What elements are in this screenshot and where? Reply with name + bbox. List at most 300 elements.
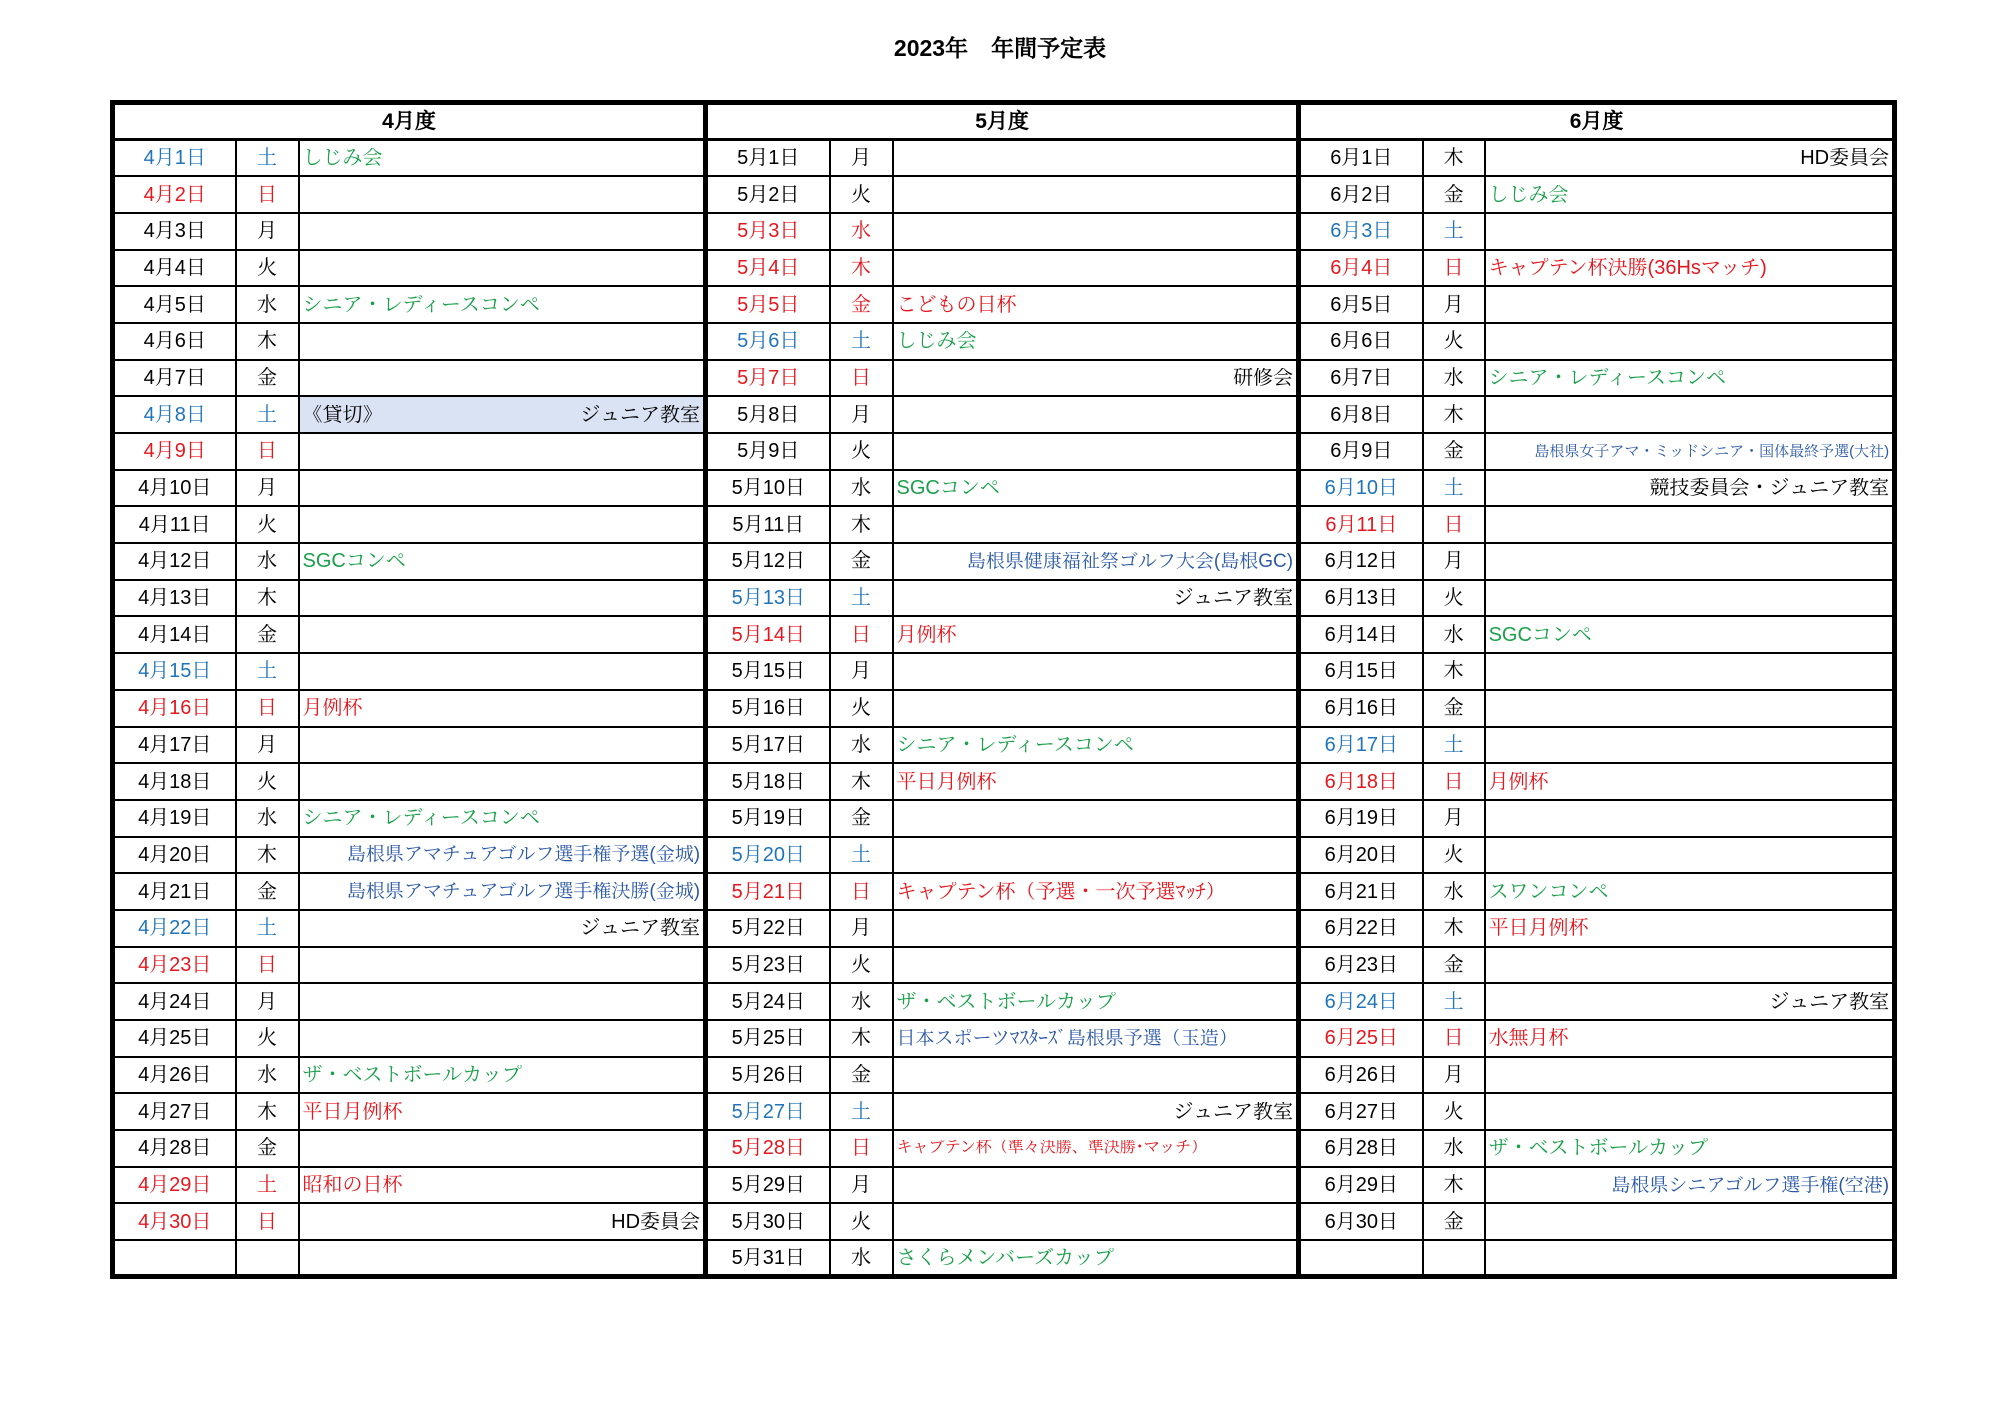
weekday-cell: 火 bbox=[1423, 580, 1485, 617]
schedule-row bbox=[113, 506, 1895, 543]
event-cell bbox=[893, 176, 1299, 213]
date-cell: 4月13日 bbox=[113, 580, 236, 617]
weekday-cell: 金 bbox=[236, 873, 299, 910]
weekday-cell: 火 bbox=[236, 250, 299, 287]
schedule-row bbox=[113, 1057, 1895, 1094]
schedule-row bbox=[113, 470, 1895, 507]
date-cell: 6月28日 bbox=[1299, 1130, 1423, 1167]
event-cell bbox=[893, 1203, 1299, 1240]
event-cell bbox=[299, 176, 706, 213]
event-cell bbox=[299, 213, 706, 250]
schedule-row bbox=[113, 873, 1895, 910]
date-cell bbox=[1299, 1240, 1423, 1277]
schedule-row bbox=[113, 396, 1895, 433]
event bbox=[303, 405, 701, 425]
event-cell bbox=[1485, 176, 1895, 213]
weekday-cell: 木 bbox=[1423, 396, 1485, 433]
event-title: 昭和の日杯 bbox=[302, 1175, 403, 1196]
date-cell: 5月20日 bbox=[706, 837, 830, 874]
schedule-row bbox=[113, 1203, 1895, 1240]
event bbox=[1489, 258, 1890, 278]
weekday-cell: 月 bbox=[236, 727, 299, 764]
event bbox=[1489, 882, 1890, 902]
weekday-cell: 火 bbox=[830, 433, 893, 470]
event-cell bbox=[299, 433, 706, 470]
schedule-row bbox=[113, 433, 1895, 470]
event-cell bbox=[893, 1130, 1299, 1167]
date-cell: 4月28日 bbox=[113, 1130, 236, 1167]
weekday-cell: 火 bbox=[830, 176, 893, 213]
weekday-cell: 日 bbox=[830, 873, 893, 910]
date-cell: 4月8日 bbox=[113, 396, 236, 433]
weekday-cell: 水 bbox=[1423, 360, 1485, 397]
date-cell: 4月11日 bbox=[113, 506, 236, 543]
event-cell bbox=[1485, 837, 1895, 874]
schedule-row bbox=[113, 213, 1895, 250]
weekday-cell: 木 bbox=[830, 1020, 893, 1057]
event-title: ザ・ベストボールカップ bbox=[896, 991, 1116, 1012]
date-cell: 5月2日 bbox=[706, 176, 830, 213]
weekday-cell: 金 bbox=[236, 360, 299, 397]
event bbox=[897, 1140, 1294, 1156]
date-cell: 6月7日 bbox=[1299, 360, 1423, 397]
weekday-cell: 月 bbox=[236, 470, 299, 507]
event-cell bbox=[893, 286, 1299, 323]
date-cell: 6月11日 bbox=[1299, 506, 1423, 543]
event-cell bbox=[1485, 286, 1895, 323]
weekday-cell: 火 bbox=[236, 763, 299, 800]
date-cell: 4月16日 bbox=[113, 690, 236, 727]
weekday-cell: 月 bbox=[1423, 543, 1485, 580]
event bbox=[1489, 478, 1890, 498]
event-cell bbox=[1485, 1130, 1895, 1167]
event-cell bbox=[893, 873, 1299, 910]
date-cell: 5月25日 bbox=[706, 1020, 830, 1057]
event bbox=[897, 1248, 1294, 1268]
event-cell bbox=[299, 653, 706, 690]
event-cell bbox=[893, 213, 1299, 250]
event-title: しじみ会 bbox=[302, 148, 383, 169]
date-cell: 4月26日 bbox=[113, 1057, 236, 1094]
schedule-row bbox=[113, 323, 1895, 360]
event-cell bbox=[1485, 543, 1895, 580]
event-title: HD委員会 bbox=[611, 1211, 701, 1232]
event bbox=[1489, 185, 1890, 205]
date-cell: 4月29日 bbox=[113, 1167, 236, 1204]
event-cell bbox=[893, 543, 1299, 580]
date-cell: 4月12日 bbox=[113, 543, 236, 580]
schedule-row bbox=[113, 983, 1895, 1020]
event bbox=[1489, 918, 1890, 938]
schedule-row bbox=[113, 1167, 1895, 1204]
weekday-cell: 木 bbox=[1423, 910, 1485, 947]
event-cell bbox=[1485, 1020, 1895, 1057]
event-title: さくらメンバーズカップ bbox=[896, 1247, 1114, 1268]
event-cell bbox=[1485, 213, 1895, 250]
schedule-row bbox=[113, 250, 1895, 287]
date-cell: 5月12日 bbox=[706, 543, 830, 580]
event-cell bbox=[893, 323, 1299, 360]
weekday-cell: 土 bbox=[1423, 213, 1485, 250]
event-cell bbox=[893, 1093, 1299, 1130]
event bbox=[897, 331, 1294, 351]
event-cell bbox=[1485, 616, 1895, 653]
event bbox=[303, 918, 701, 938]
schedule-row bbox=[113, 763, 1895, 800]
weekday-cell: 日 bbox=[830, 1130, 893, 1167]
date-cell: 5月31日 bbox=[706, 1240, 830, 1277]
event-cell bbox=[299, 1057, 706, 1094]
date-cell: 5月6日 bbox=[706, 323, 830, 360]
weekday-cell: 月 bbox=[236, 213, 299, 250]
schedule-row bbox=[113, 947, 1895, 984]
date-cell: 5月21日 bbox=[706, 873, 830, 910]
event bbox=[1489, 444, 1890, 459]
event-cell bbox=[1485, 140, 1895, 177]
date-cell: 5月5日 bbox=[706, 286, 830, 323]
event-cell bbox=[893, 837, 1299, 874]
event-cell bbox=[893, 763, 1299, 800]
event-cell bbox=[1485, 360, 1895, 397]
date-cell: 6月21日 bbox=[1299, 873, 1423, 910]
event-title: 島根県女子アマ・ミッドシニア・国体最終予選(大社) bbox=[1534, 443, 1890, 459]
page-title: 2023年 年間予定表 bbox=[893, 35, 1107, 61]
weekday-cell: 木 bbox=[830, 763, 893, 800]
weekday-cell: 水 bbox=[1423, 873, 1485, 910]
event bbox=[1489, 1176, 1890, 1195]
event-cell bbox=[1485, 323, 1895, 360]
event-cell bbox=[893, 727, 1299, 764]
date-cell: 5月14日 bbox=[706, 616, 830, 653]
date-cell: 4月19日 bbox=[113, 800, 236, 837]
weekday-cell bbox=[1423, 1240, 1485, 1277]
event-title: こどもの日杯 bbox=[896, 294, 1017, 315]
event-title: シニア・レディースコンペ bbox=[896, 734, 1134, 755]
event-cell bbox=[299, 1240, 706, 1277]
weekday-cell: 金 bbox=[1423, 176, 1485, 213]
weekday-cell: 水 bbox=[236, 1057, 299, 1094]
weekday-cell: 金 bbox=[830, 286, 893, 323]
event bbox=[897, 772, 1294, 792]
event-cell bbox=[1485, 396, 1895, 433]
event-cell bbox=[299, 396, 706, 433]
weekday-cell: 日 bbox=[830, 360, 893, 397]
event bbox=[897, 552, 1294, 571]
weekday-cell: 金 bbox=[1423, 1203, 1485, 1240]
date-cell: 5月4日 bbox=[706, 250, 830, 287]
event bbox=[303, 1065, 701, 1085]
weekday-cell: 日 bbox=[236, 1203, 299, 1240]
date-cell: 4月24日 bbox=[113, 983, 236, 1020]
date-cell: 4月20日 bbox=[113, 837, 236, 874]
event-cell bbox=[1485, 800, 1895, 837]
event-title: シニア・レディースコンペ bbox=[1488, 367, 1726, 388]
weekday-cell: 月 bbox=[236, 983, 299, 1020]
month-header-row bbox=[113, 103, 1895, 140]
weekday-cell: 水 bbox=[236, 800, 299, 837]
weekday-cell: 日 bbox=[236, 690, 299, 727]
date-cell: 5月27日 bbox=[706, 1093, 830, 1130]
event bbox=[303, 698, 701, 718]
date-cell: 6月29日 bbox=[1299, 1167, 1423, 1204]
event-title: 月例杯 bbox=[1488, 771, 1549, 792]
date-cell: 6月25日 bbox=[1299, 1020, 1423, 1057]
event-cell bbox=[299, 800, 706, 837]
event-cell bbox=[1485, 727, 1895, 764]
event-cell bbox=[1485, 433, 1895, 470]
schedule-row bbox=[113, 616, 1895, 653]
event-cell bbox=[1485, 1203, 1895, 1240]
date-cell: 6月22日 bbox=[1299, 910, 1423, 947]
event-title: ザ・ベストボールカップ bbox=[302, 1065, 522, 1086]
event-cell bbox=[893, 506, 1299, 543]
weekday-cell: 金 bbox=[830, 800, 893, 837]
schedule-row bbox=[113, 1093, 1895, 1130]
weekday-cell: 火 bbox=[1423, 323, 1485, 360]
event-cell bbox=[299, 323, 706, 360]
event bbox=[897, 1102, 1294, 1122]
date-cell: 6月1日 bbox=[1299, 140, 1423, 177]
weekday-cell: 火 bbox=[1423, 837, 1485, 874]
schedule-row bbox=[113, 1020, 1895, 1057]
event-cell bbox=[299, 1130, 706, 1167]
date-cell: 4月27日 bbox=[113, 1093, 236, 1130]
date-cell: 4月14日 bbox=[113, 616, 236, 653]
date-cell: 6月6日 bbox=[1299, 323, 1423, 360]
weekday-cell: 木 bbox=[236, 580, 299, 617]
event bbox=[1489, 625, 1890, 645]
weekday-cell: 土 bbox=[1423, 983, 1485, 1020]
weekday-cell: 水 bbox=[236, 286, 299, 323]
event-title: SGCコンペ bbox=[896, 478, 1000, 499]
schedule-table bbox=[110, 100, 1897, 1279]
date-cell: 6月4日 bbox=[1299, 250, 1423, 287]
event-cell bbox=[893, 1167, 1299, 1204]
weekday-cell: 土 bbox=[236, 396, 299, 433]
event-cell bbox=[1485, 690, 1895, 727]
weekday-cell: 月 bbox=[830, 140, 893, 177]
date-cell: 5月16日 bbox=[706, 690, 830, 727]
event bbox=[897, 735, 1294, 755]
month-header-june: 6月度 bbox=[1299, 103, 1895, 140]
date-cell: 5月19日 bbox=[706, 800, 830, 837]
schedule-row bbox=[113, 727, 1895, 764]
event-title: キャプテン杯（予選・一次予選ﾏｯﾁ） bbox=[896, 881, 1226, 902]
date-cell: 5月30日 bbox=[706, 1203, 830, 1240]
weekday-cell: 土 bbox=[236, 1167, 299, 1204]
weekday-cell: 土 bbox=[1423, 727, 1485, 764]
weekday-cell: 木 bbox=[236, 837, 299, 874]
date-cell: 6月17日 bbox=[1299, 727, 1423, 764]
event-cell bbox=[299, 506, 706, 543]
event-cell bbox=[299, 543, 706, 580]
event-cell bbox=[893, 947, 1299, 984]
weekday-cell: 水 bbox=[1423, 1130, 1485, 1167]
event-title: ジュニア教室 bbox=[1769, 991, 1890, 1012]
weekday-cell: 金 bbox=[830, 1057, 893, 1094]
date-cell: 6月23日 bbox=[1299, 947, 1423, 984]
event bbox=[303, 1102, 701, 1122]
event-title: スワンコンペ bbox=[1488, 881, 1609, 902]
date-cell: 6月20日 bbox=[1299, 837, 1423, 874]
event-title: キャプテン杯決勝(36Hsマッチ) bbox=[1488, 257, 1767, 278]
event-title: 月例杯 bbox=[302, 698, 363, 719]
event-cell bbox=[299, 1020, 706, 1057]
event-cell bbox=[893, 250, 1299, 287]
month-header-may: 5月度 bbox=[706, 103, 1299, 140]
weekday-cell: 日 bbox=[1423, 763, 1485, 800]
weekday-cell: 月 bbox=[1423, 800, 1485, 837]
weekday-cell: 水 bbox=[830, 727, 893, 764]
event bbox=[897, 882, 1294, 902]
date-cell: 5月10日 bbox=[706, 470, 830, 507]
weekday-cell: 月 bbox=[830, 396, 893, 433]
weekday-cell: 月 bbox=[830, 1167, 893, 1204]
event-cell bbox=[1485, 250, 1895, 287]
date-cell: 6月9日 bbox=[1299, 433, 1423, 470]
weekday-cell: 日 bbox=[236, 176, 299, 213]
date-cell: 6月10日 bbox=[1299, 470, 1423, 507]
event bbox=[897, 625, 1294, 645]
date-cell: 5月23日 bbox=[706, 947, 830, 984]
schedule-row bbox=[113, 800, 1895, 837]
event-cell bbox=[893, 1057, 1299, 1094]
event-title: しじみ会 bbox=[896, 331, 977, 352]
event-cell bbox=[299, 983, 706, 1020]
weekday-cell: 金 bbox=[236, 1130, 299, 1167]
event-cell bbox=[893, 140, 1299, 177]
date-cell: 5月13日 bbox=[706, 580, 830, 617]
event-cell bbox=[893, 396, 1299, 433]
date-cell: 4月1日 bbox=[113, 140, 236, 177]
event-title: SGCコンペ bbox=[1488, 624, 1592, 645]
event-title: 月例杯 bbox=[896, 624, 957, 645]
event-title: 島根県アマチュアゴルフ選手権決勝(金城) bbox=[346, 882, 701, 902]
date-cell bbox=[113, 1240, 236, 1277]
weekday-cell: 木 bbox=[1423, 140, 1485, 177]
event-cell bbox=[299, 470, 706, 507]
weekday-cell: 水 bbox=[830, 470, 893, 507]
date-cell: 5月3日 bbox=[706, 213, 830, 250]
date-cell: 6月14日 bbox=[1299, 616, 1423, 653]
event-cell bbox=[1485, 873, 1895, 910]
weekday-cell: 火 bbox=[830, 1203, 893, 1240]
weekday-cell: 土 bbox=[236, 140, 299, 177]
event-cell bbox=[299, 690, 706, 727]
event-cell bbox=[1485, 763, 1895, 800]
event-cell bbox=[893, 433, 1299, 470]
event-cell bbox=[893, 653, 1299, 690]
schedule-row bbox=[113, 1130, 1895, 1167]
weekday-cell: 月 bbox=[830, 653, 893, 690]
date-cell: 5月17日 bbox=[706, 727, 830, 764]
date-cell: 5月15日 bbox=[706, 653, 830, 690]
event-cell bbox=[299, 1167, 706, 1204]
event-title: 日本スポーツﾏｽﾀｰｽﾞ島根県予選（玉造） bbox=[896, 1028, 1238, 1048]
date-cell: 4月22日 bbox=[113, 910, 236, 947]
event-note: ジュニア教室 bbox=[580, 404, 701, 425]
date-cell: 6月30日 bbox=[1299, 1203, 1423, 1240]
event-cell bbox=[299, 286, 706, 323]
event-cell bbox=[893, 910, 1299, 947]
weekday-cell: 土 bbox=[830, 837, 893, 874]
event-cell bbox=[299, 763, 706, 800]
weekday-cell: 土 bbox=[830, 323, 893, 360]
weekday-cell: 土 bbox=[830, 1093, 893, 1130]
weekday-cell: 木 bbox=[236, 1093, 299, 1130]
weekday-cell: 土 bbox=[830, 580, 893, 617]
event bbox=[303, 808, 701, 828]
event-title: 島根県健康福祉祭ゴルフ大会(島根GC) bbox=[966, 551, 1294, 571]
weekday-cell: 金 bbox=[1423, 947, 1485, 984]
weekday-cell: 火 bbox=[236, 506, 299, 543]
schedule-row bbox=[113, 1240, 1895, 1277]
weekday-cell: 木 bbox=[830, 506, 893, 543]
event-cell bbox=[893, 470, 1299, 507]
event-cell bbox=[299, 727, 706, 764]
date-cell: 4月21日 bbox=[113, 873, 236, 910]
event-cell bbox=[1485, 910, 1895, 947]
schedule-row bbox=[113, 910, 1895, 947]
schedule-row bbox=[113, 176, 1895, 213]
date-cell: 6月16日 bbox=[1299, 690, 1423, 727]
event-cell bbox=[893, 1240, 1299, 1277]
event bbox=[303, 845, 701, 864]
event-cell bbox=[893, 360, 1299, 397]
weekday-cell: 水 bbox=[1423, 616, 1485, 653]
date-cell: 6月18日 bbox=[1299, 763, 1423, 800]
date-cell: 4月9日 bbox=[113, 433, 236, 470]
date-cell: 4月15日 bbox=[113, 653, 236, 690]
event-cell bbox=[1485, 506, 1895, 543]
weekday-cell: 月 bbox=[830, 910, 893, 947]
weekday-cell: 土 bbox=[1423, 470, 1485, 507]
event-cell bbox=[1485, 1240, 1895, 1277]
date-cell: 4月18日 bbox=[113, 763, 236, 800]
event-cell bbox=[299, 873, 706, 910]
event-title: ザ・ベストボールカップ bbox=[1488, 1138, 1708, 1159]
date-cell: 6月26日 bbox=[1299, 1057, 1423, 1094]
event-title: 平日月例杯 bbox=[302, 1101, 403, 1122]
event-cell bbox=[1485, 983, 1895, 1020]
event bbox=[1489, 1028, 1890, 1048]
date-cell: 5月7日 bbox=[706, 360, 830, 397]
event-cell bbox=[1485, 1093, 1895, 1130]
weekday-cell: 火 bbox=[830, 947, 893, 984]
weekday-cell: 金 bbox=[1423, 433, 1485, 470]
weekday-cell: 水 bbox=[830, 213, 893, 250]
event-cell bbox=[299, 360, 706, 397]
weekday-cell: 日 bbox=[1423, 1020, 1485, 1057]
event-cell bbox=[299, 947, 706, 984]
date-cell: 4月5日 bbox=[113, 286, 236, 323]
date-cell: 4月25日 bbox=[113, 1020, 236, 1057]
event bbox=[303, 295, 701, 315]
event-cell bbox=[893, 1020, 1299, 1057]
event-title: 島根県アマチュアゴルフ選手権予選(金城) bbox=[346, 845, 701, 865]
schedule-row bbox=[113, 690, 1895, 727]
date-cell: 5月1日 bbox=[706, 140, 830, 177]
date-cell: 6月8日 bbox=[1299, 396, 1423, 433]
weekday-cell: 金 bbox=[830, 543, 893, 580]
event-cell bbox=[1485, 653, 1895, 690]
date-cell: 4月23日 bbox=[113, 947, 236, 984]
event-title: シニア・レディースコンペ bbox=[302, 294, 540, 315]
weekday-cell: 水 bbox=[830, 1240, 893, 1277]
weekday-cell: 日 bbox=[1423, 250, 1485, 287]
date-cell: 5月9日 bbox=[706, 433, 830, 470]
event bbox=[897, 1029, 1294, 1048]
